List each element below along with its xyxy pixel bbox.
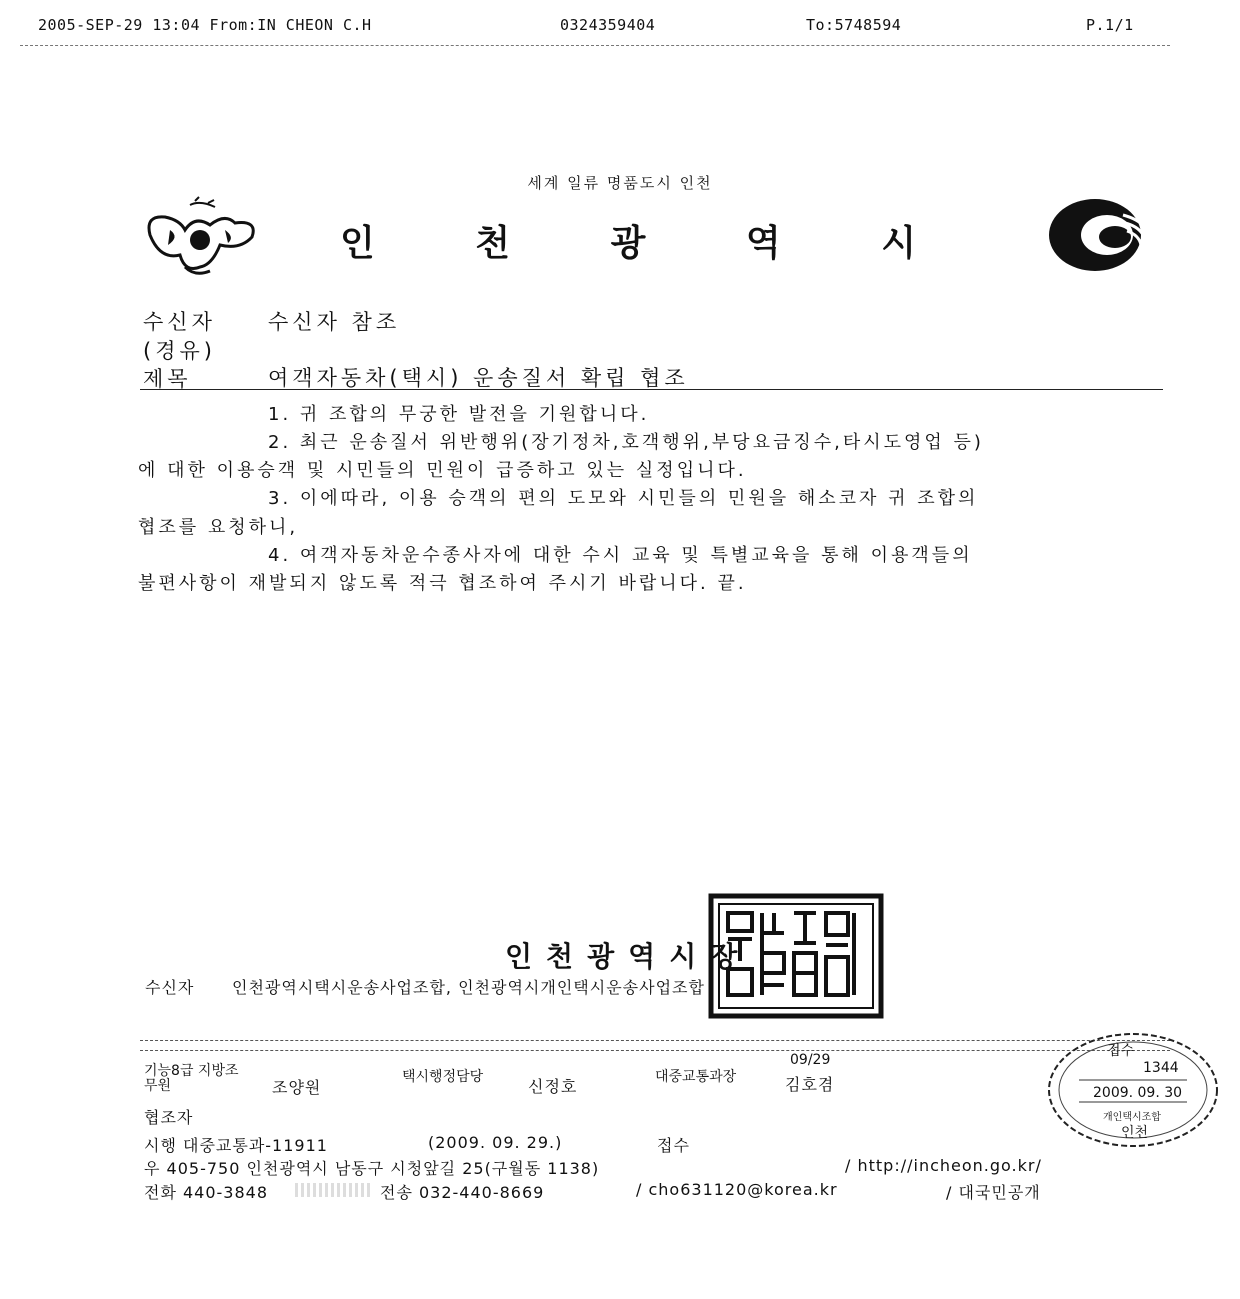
recipients-label: 수신자 (145, 978, 195, 997)
paragraph-2-line-1: 2. 최근 운송질서 위반행위(장기정차,호객행위,부당요금징수,타시도영업 등) (268, 432, 984, 453)
postal-address: 우 405-750 인천광역시 남동구 시청앞길 25(구월동 1138) (144, 1159, 600, 1178)
stamp-title: 접수 (1107, 1043, 1135, 1059)
enforcement-date: (2009. 09. 29.) (428, 1133, 563, 1152)
subject-label: 제목 (143, 367, 192, 391)
paragraph-3-line-2: 협조를 요청하니, (138, 517, 299, 538)
approval-top-divider (140, 1040, 1170, 1041)
approval-name-1: 조양원 (272, 1078, 322, 1097)
approval-role-3: 대중교통과장 (655, 1069, 737, 1085)
enforcement-number: 시행 대중교통과-11911 (144, 1136, 328, 1155)
stamp-city: 인천 (1121, 1125, 1149, 1141)
approval-role-1: 기능8급 지방조 (144, 1063, 239, 1079)
recipient-label: 수신자 (143, 310, 216, 334)
sender-name: 인천광역시장 (505, 940, 752, 973)
recipient-value: 수신자 참조 (268, 310, 401, 334)
approval-role-1b: 무원 (144, 1078, 172, 1094)
fax-page: P.1/1 (1086, 16, 1134, 34)
fax-divider (20, 45, 1170, 46)
paragraph-3-line-1: 3. 이에따라, 이용 승객의 편의 도모와 시민들의 민원을 해소코자 귀 조합의 (268, 488, 979, 509)
via-label: (경유) (143, 339, 216, 363)
homepage-url: / http://incheon.go.kr/ (845, 1156, 1042, 1175)
fax-number: 전송 032-440-8669 (380, 1183, 545, 1202)
stamp-number: 1344 (1143, 1060, 1179, 1076)
official-seal-stamp (708, 893, 884, 1019)
stamp-org: 개인택시조합 (1103, 1112, 1161, 1123)
approval-name-3: 김호겸 (785, 1075, 835, 1094)
paragraph-4-line-2: 불편사항이 재발되지 않도록 적극 협조하여 주시기 바랍니다. 끝. (138, 573, 747, 594)
subject-divider (140, 389, 1163, 390)
slogan: 세계 일류 명품도시 인천 (527, 174, 713, 192)
approval-date: 09/29 (790, 1052, 831, 1068)
redacted-area (295, 1183, 370, 1197)
approval-inner-divider (140, 1050, 1170, 1051)
fax-to: To:5748594 (806, 16, 902, 34)
reception-stamp (1045, 1030, 1225, 1150)
phone-number: 전화 440-3848 (144, 1183, 269, 1202)
stamp-date: 2009. 09. 30 (1093, 1085, 1183, 1101)
cooperator-label: 협조자 (144, 1108, 194, 1127)
recipients-value: 인천광역시택시운송사업조합, 인천광역시개인택시운송사업조합 (232, 978, 705, 997)
paragraph-4-line-1: 4. 여객자동차운수종사자에 대한 수시 교육 및 특별교육을 통해 이용객들의 (268, 545, 973, 566)
mascot-logo (140, 195, 265, 280)
city-emblem-logo (1045, 195, 1155, 275)
email-address: / cho631120@korea.kr (636, 1180, 838, 1199)
paragraph-2-line-2: 에 대한 이용승객 및 시민들의 민원이 급증하고 있는 실정입니다. (138, 460, 747, 481)
subject-value: 여객자동차(택시) 운송질서 확립 협조 (268, 366, 689, 390)
disclosure-status: / 대국민공개 (946, 1183, 1041, 1202)
fax-phone: 0324359404 (560, 16, 656, 34)
approval-role-2: 택시행정담당 (402, 1069, 484, 1085)
paragraph-1: 1. 귀 조합의 무궁한 발전을 기원합니다. (268, 404, 650, 425)
fax-header (38, 16, 1198, 38)
approval-name-2: 신정호 (528, 1077, 578, 1096)
org-title: 인 천 광 역 시 (339, 223, 960, 264)
reception-label: 접수 (657, 1136, 690, 1155)
fax-datetime: 2005-SEP-29 13:04 From:IN CHEON C.H (38, 16, 372, 34)
